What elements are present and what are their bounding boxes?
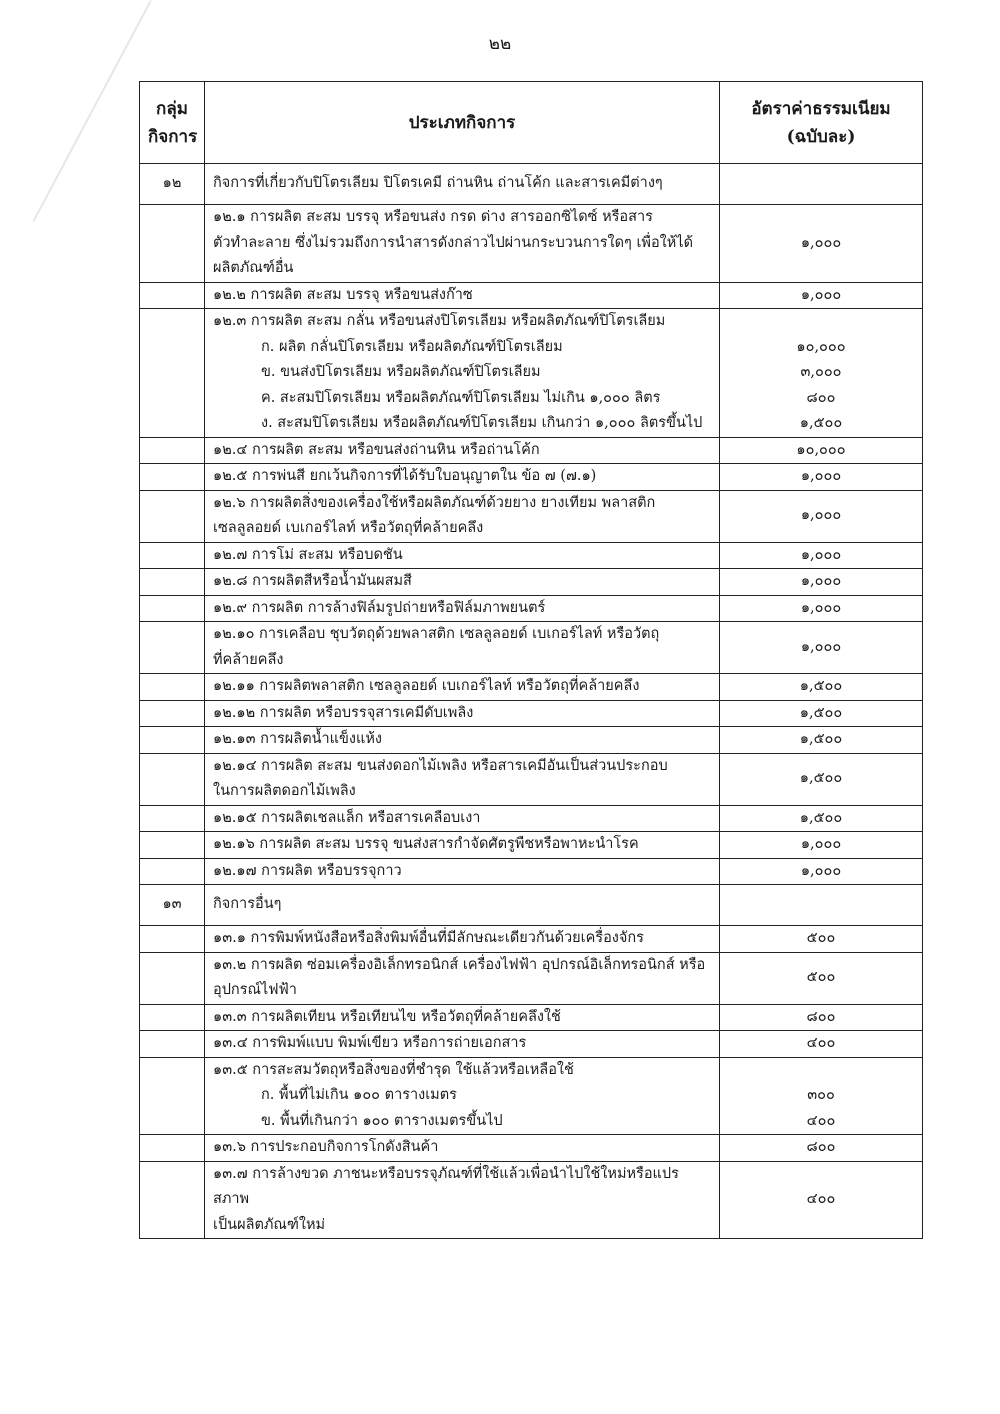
table-row xyxy=(140,282,923,309)
activity-cell xyxy=(205,805,720,832)
fee-cell xyxy=(720,205,923,283)
fee-value: ๑,๕๐๐ xyxy=(799,770,843,787)
header-group: กลุ่ม กิจการ xyxy=(140,82,205,164)
fee-cell xyxy=(720,164,923,205)
fee-cell xyxy=(720,282,923,309)
fee-value: ๑,๐๐๐ xyxy=(800,234,842,251)
group-cell xyxy=(140,437,205,464)
group-cell xyxy=(140,805,205,832)
table-row xyxy=(140,674,923,701)
section-row xyxy=(140,164,923,205)
sub-item: ก. ผลิต กลั่นปิโตรเลียม หรือผลิตภัณฑ์ปิโตรเลียม xyxy=(261,338,563,355)
group-cell xyxy=(140,1057,205,1135)
activity-cell xyxy=(205,1135,720,1162)
activity-cell xyxy=(205,282,720,309)
activity-text: ๑๓.๗ การล้างขวด ภาชนะหรือบรรจุภัณฑ์ที่ใช้แล้วเพื่อนำไปใช้ใหม่หรือแปรสภาพ xyxy=(213,1165,679,1207)
group-cell xyxy=(140,700,205,727)
fee-value: ๑,๐๐๐ xyxy=(800,286,842,303)
group-cell xyxy=(140,205,205,283)
fee-cell xyxy=(720,727,923,754)
table-row xyxy=(140,1004,923,1031)
fee-value: ๕๐๐ xyxy=(806,930,836,946)
activity-cell xyxy=(205,1161,720,1239)
fee-value: ๓๐๐ xyxy=(807,1087,835,1103)
activity-text: ๑๒.๑๑ การผลิตพลาสติก เซลลูลอยด์ เบเกอร์ไลท์ หรือวัตถุที่คล้ายคลึง xyxy=(213,678,640,694)
activity-text: ๑๒.๘ การผลิตสีหรือน้ำมันผสมสี xyxy=(213,573,412,589)
group-cell xyxy=(140,952,205,1004)
table-row xyxy=(140,926,923,953)
fee-value: ๑,๐๐๐ xyxy=(800,507,842,524)
group-cell xyxy=(140,595,205,622)
activity-text: ๑๓.๑ การพิมพ์หนังสือหรือสิ่งพิมพ์อื่นที่มีลักษณะเดียวกันด้วยเครื่องจักร xyxy=(213,930,644,946)
group-cell xyxy=(140,1031,205,1058)
fee-spacer xyxy=(728,1058,914,1084)
group-cell xyxy=(140,1004,205,1031)
activity-cell xyxy=(205,1057,720,1135)
table-row xyxy=(140,952,923,1004)
group-cell xyxy=(140,622,205,674)
fee-value: ๑,๕๐๐ xyxy=(799,678,843,694)
header-type: ประเภทกิจการ xyxy=(205,82,720,164)
group-cell xyxy=(140,569,205,596)
fee-spacer xyxy=(728,309,914,335)
table-row xyxy=(140,832,923,859)
fee-cell xyxy=(720,595,923,622)
table-row xyxy=(140,542,923,569)
fee-value: ๑๐,๐๐๐ xyxy=(796,441,846,458)
activity-cell xyxy=(205,858,720,885)
activity-text: ในการผลิตดอกไม้เพลิง xyxy=(213,783,356,799)
activity-text: อุปกรณ์ไฟฟ้า xyxy=(213,982,297,998)
fee-value: ๘๐๐ xyxy=(806,1008,836,1025)
activity-text: ๑๒.๑๗ การผลิต หรือบรรจุกาว xyxy=(213,862,402,879)
table-row xyxy=(140,437,923,464)
group-cell xyxy=(140,464,205,491)
group-cell xyxy=(140,926,205,953)
fee-cell xyxy=(720,309,923,438)
fee-cell xyxy=(720,542,923,569)
activity-text: ๑๒.๑๔ การผลิต สะสม ขนส่งดอกไม้เพลิง หรือสารเคมีอันเป็นส่วนประกอบ xyxy=(213,757,668,774)
activity-text: ๑๒.๑๓ การผลิตน้ำแข็งแห้ง xyxy=(213,731,382,747)
activity-text: ตัวทำละลาย ซึ่งไม่รวมถึงการนำสารดังกล่าวไปผ่านกระบวนการใดๆ เพื่อให้ได้ xyxy=(213,234,694,251)
fee-cell xyxy=(720,952,923,1004)
activity-text: ๑๒.๙ การผลิต การล้างฟิล์มรูปถ่ายหรือฟิล์มภาพยนตร์ xyxy=(213,599,546,616)
activity-text: เป็นผลิตภัณฑ์ใหม่ xyxy=(213,1216,326,1233)
fee-value: ๘๐๐ xyxy=(806,1139,836,1155)
fee-value: ๑,๕๐๐ xyxy=(799,704,843,721)
activity-cell xyxy=(205,832,720,859)
group-number: ๑๒ xyxy=(140,164,205,205)
fee-cell xyxy=(720,490,923,542)
group-cell xyxy=(140,309,205,438)
fee-cell xyxy=(720,858,923,885)
table-row xyxy=(140,309,923,438)
table-row xyxy=(140,727,923,754)
activity-cell xyxy=(205,753,720,805)
fee-table xyxy=(139,81,923,1239)
fee-value: ๑,๐๐๐ xyxy=(800,468,842,484)
fee-cell xyxy=(720,1031,923,1058)
activity-text: ๑๒.๑๕ การผลิตเชลแล็ก หรือสารเคลือบเงา xyxy=(213,809,481,826)
activity-cell xyxy=(205,700,720,727)
fee-cell xyxy=(720,464,923,491)
activity-text: ๑๒.๗ การโม่ สะสม หรือบดชัน xyxy=(213,546,403,563)
activity-text: ๑๒.๔ การผลิต สะสม หรือขนส่งถ่านหิน หรือถ่านโค้ก xyxy=(213,441,540,458)
fee-cell xyxy=(720,674,923,701)
sub-item: ข. ขนส่งปิโตรเลียม หรือผลิตภัณฑ์ปิโตรเลียม xyxy=(261,364,541,380)
fee-value: ๕๐๐ xyxy=(806,969,836,986)
table-row xyxy=(140,622,923,674)
group-cell xyxy=(140,832,205,859)
fee-cell xyxy=(720,437,923,464)
activity-cell xyxy=(205,727,720,754)
table-row xyxy=(140,595,923,622)
activity-cell xyxy=(205,1031,720,1058)
activity-cell xyxy=(205,490,720,542)
sub-item: ข. พื้นที่เกินกว่า ๑๐๐ ตารางเมตรขึ้นไป xyxy=(261,1112,503,1129)
sub-item: ก. พื้นที่ไม่เกิน ๑๐๐ ตารางเมตร xyxy=(261,1087,457,1103)
group-cell xyxy=(140,674,205,701)
group-cell xyxy=(140,1135,205,1162)
activity-cell xyxy=(205,622,720,674)
fee-cell xyxy=(720,885,923,926)
activity-cell xyxy=(205,1004,720,1031)
activity-cell xyxy=(205,309,720,438)
fee-cell xyxy=(720,805,923,832)
section-title: กิจการอื่นๆ xyxy=(205,885,720,926)
table-row xyxy=(140,805,923,832)
table-header-row xyxy=(140,82,923,164)
group-number: ๑๓ xyxy=(140,885,205,926)
activity-cell xyxy=(205,464,720,491)
fee-cell xyxy=(720,569,923,596)
activity-cell xyxy=(205,926,720,953)
fee-cell xyxy=(720,753,923,805)
header-fee: อัตราค่าธรรมเนียม (ฉบับละ) xyxy=(720,82,923,164)
activity-text: ๑๒.๓ การผลิต สะสม กลั่น หรือขนส่งปิโตรเลียม หรือผลิตภัณฑ์ปิโตรเลียม xyxy=(213,313,666,329)
activity-cell xyxy=(205,437,720,464)
table-row xyxy=(140,1135,923,1162)
activity-text: ๑๒.๕ การพ่นสี ยกเว้นกิจการที่ได้รับใบอนุญาตใน ข้อ ๗ (๗.๑) xyxy=(213,468,597,484)
table-row xyxy=(140,1057,923,1135)
group-cell xyxy=(140,753,205,805)
group-cell xyxy=(140,282,205,309)
fee-value: ๔๐๐ xyxy=(806,1112,836,1129)
activity-text: ๑๒.๑ การผลิต สะสม บรรจุ หรือขนส่ง กรด ด่าง สารออกซิไดซ์ หรือสาร xyxy=(213,209,653,225)
section-row xyxy=(140,885,923,926)
activity-text: ที่คล้ายคลึง xyxy=(213,651,284,668)
activity-text: ๑๓.๒ การผลิต ซ่อมเครื่องอิเล็กทรอนิกส์ เครื่องไฟฟ้า อุปกรณ์อิเล็กทรอนิกส์ หรือ xyxy=(213,956,706,973)
fee-cell xyxy=(720,1057,923,1135)
activity-cell xyxy=(205,542,720,569)
group-cell xyxy=(140,858,205,885)
activity-text: ๑๒.๒ การผลิต สะสม บรรจุ หรือขนส่งก๊าซ xyxy=(213,286,473,303)
activity-text: ๑๓.๕ การสะสมวัตถุหรือสิ่งของที่ชำรุด ใช้แล้วหรือเหลือใช้ xyxy=(213,1061,574,1078)
fee-cell xyxy=(720,926,923,953)
fee-cell xyxy=(720,1161,923,1239)
fee-value: ๔๐๐ xyxy=(806,1191,836,1207)
fee-value: ๔๐๐ xyxy=(806,1035,836,1051)
sub-item: ง. สะสมปิโตรเลียม หรือผลิตภัณฑ์ปิโตรเลียม เกินกว่า ๑,๐๐๐ ลิตรขึ้นไป xyxy=(261,415,703,431)
fee-value: ๑,๐๐๐ xyxy=(800,573,842,589)
activity-text: ๑๒.๑๖ การผลิต สะสม บรรจุ ขนส่งสารกำจัดศัตรูพืชหรือพาหะนำโรค xyxy=(213,836,639,852)
table-row xyxy=(140,490,923,542)
fee-value: ๑๐,๐๐๐ xyxy=(796,338,846,355)
fee-cell xyxy=(720,1135,923,1162)
activity-text: เซลลูลอยด์ เบเกอร์ไลท์ หรือวัตถุที่คล้ายคลึง xyxy=(213,520,484,536)
fee-value: ๑,๕๐๐ xyxy=(799,415,843,431)
table-row xyxy=(140,700,923,727)
activity-text: ๑๓.๔ การพิมพ์แบบ พิมพ์เขียว หรือการถ่ายเอกสาร xyxy=(213,1035,527,1051)
activity-text: ๑๓.๖ การประกอบกิจการโกดังสินค้า xyxy=(213,1139,439,1155)
page-number: ๒๒ xyxy=(488,34,512,54)
group-cell xyxy=(140,490,205,542)
activity-cell xyxy=(205,674,720,701)
sub-item: ค. สะสมปิโตรเลียม หรือผลิตภัณฑ์ปิโตรเลียม ไม่เกิน ๑,๐๐๐ ลิตร xyxy=(261,389,661,406)
fee-cell xyxy=(720,1004,923,1031)
fee-value: ๘๐๐ xyxy=(806,389,836,406)
activity-cell xyxy=(205,952,720,1004)
activity-text: ๑๒.๑๒ การผลิต หรือบรรจุสารเคมีดับเพลิง xyxy=(213,704,474,721)
table-row xyxy=(140,1161,923,1239)
group-cell xyxy=(140,542,205,569)
table-body xyxy=(140,164,923,1239)
table-row xyxy=(140,464,923,491)
activity-text: ผลิตภัณฑ์อื่น xyxy=(213,260,294,276)
table-row xyxy=(140,205,923,283)
table-row xyxy=(140,753,923,805)
group-cell xyxy=(140,727,205,754)
fee-value: ๑,๐๐๐ xyxy=(800,836,842,852)
fee-value: ๑,๕๐๐ xyxy=(799,731,843,747)
fee-cell xyxy=(720,700,923,727)
fee-value: ๑,๐๐๐ xyxy=(800,862,842,879)
activity-text: ๑๒.๑๐ การเคลือบ ชุบวัตถุด้วยพลาสติก เซลลูลอยด์ เบเกอร์ไลท์ หรือวัตถุ xyxy=(213,626,660,642)
activity-text: ๑๓.๓ การผลิตเทียน หรือเทียนไข หรือวัตถุที่คล้ายคลึงใช้ xyxy=(213,1008,561,1025)
fee-cell xyxy=(720,622,923,674)
fee-value: ๑,๐๐๐ xyxy=(800,546,842,563)
activity-cell xyxy=(205,205,720,283)
group-cell xyxy=(140,1161,205,1239)
fee-cell xyxy=(720,832,923,859)
fee-value: ๑,๕๐๐ xyxy=(799,809,843,826)
fee-value: ๑,๐๐๐ xyxy=(800,638,842,655)
table-row xyxy=(140,858,923,885)
table-row xyxy=(140,1031,923,1058)
table-row xyxy=(140,569,923,596)
activity-cell xyxy=(205,569,720,596)
activity-text: ๑๒.๖ การผลิตสิ่งของเครื่องใช้หรือผลิตภัณฑ์ด้วยยาง ยางเทียม พลาสติก xyxy=(213,494,656,511)
section-title: กิจการที่เกี่ยวกับปิโตรเลียม ปิโตรเคมี ถ่านหิน ถ่านโค้ก และสารเคมีต่างๆ xyxy=(205,164,720,205)
fee-value: ๓,๐๐๐ xyxy=(800,364,842,380)
fee-value: ๑,๐๐๐ xyxy=(800,599,842,616)
activity-cell xyxy=(205,595,720,622)
